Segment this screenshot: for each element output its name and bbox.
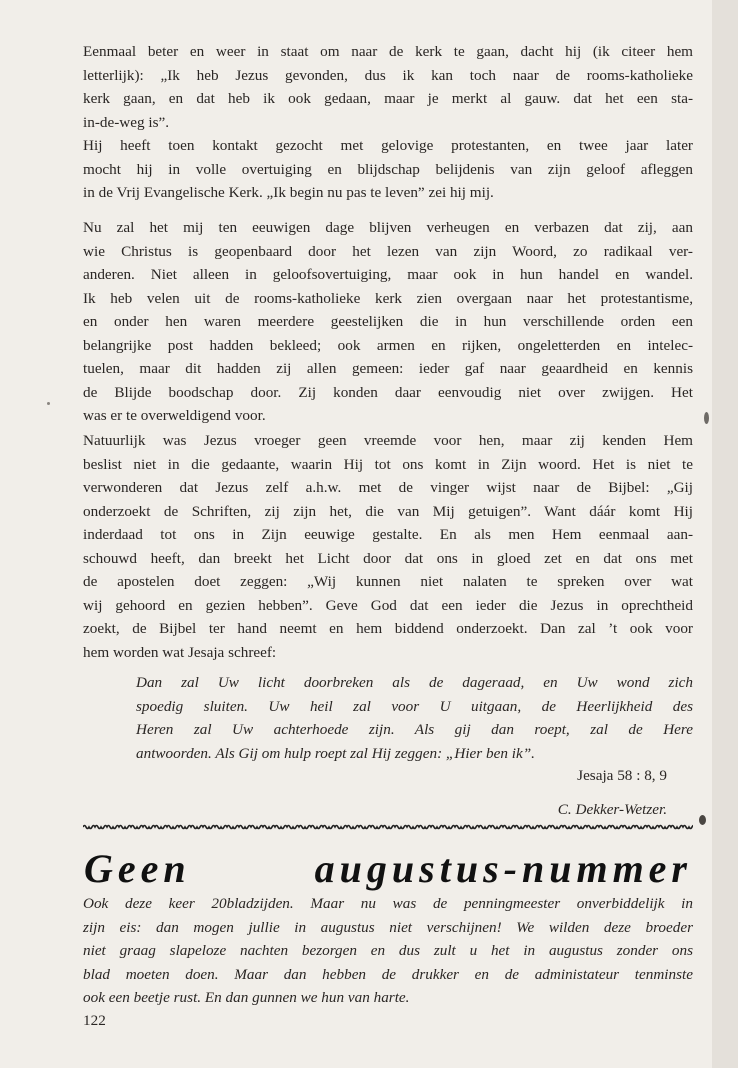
text-line: anderen. Niet alleen in geloofsovertuiging, maar ook in hun handel en wandel.: [83, 266, 693, 283]
text-line: letterlijk): „Ik heb Jezus gevonden, dus ik kan toch naar de rooms-katholieke: [83, 66, 693, 84]
text-line: belangrijke post hadden bekleed; ook armen en rijken, ongeletterden en intelec-: [83, 336, 693, 354]
wavy-divider: [83, 822, 693, 832]
text-line: tuelen, maar dit hadden zij allen gemeen: ieder gaf naar geaardheid en kennis: [83, 360, 693, 377]
text-line: in de Vrij Evangelische Kerk. „Ik begin nu pas te leven” zei hij mij.: [83, 184, 494, 201]
text-line: Nu zal het mij ten eeuwigen dage blijven verheugen en verbazen dat zij, aan: [83, 219, 693, 236]
quote-reference: Jesaja 58 : 8, 9: [577, 767, 667, 784]
text-line: hem worden wat Jesaja schreef:: [83, 643, 277, 661]
text-line: beslist niet in die gedaante, waarin Hij tot ons komt in Zijn woord. Het is niet te: [83, 455, 693, 473]
author-signature: C. Dekker-Wetzer.: [557, 801, 667, 818]
page-number: 122: [83, 1012, 106, 1029]
punch-hole-mark: [699, 815, 706, 825]
text-line: was er te overweldigend voor.: [83, 407, 266, 424]
text-line: Hij heeft toen kontakt gezocht met gelovige protestanten, en twee jaar later: [83, 137, 693, 154]
scan-speck: [47, 402, 50, 405]
quote-line: Heren zal Uw achterhoede zijn. Als gij dan roept, zal de Here: [136, 721, 693, 738]
text-line: inderdaad tot ons in Zijn eeuwige gestalte. En als men Hem eenmaal aan-: [83, 526, 693, 543]
text-line: in-de-weg is”.: [83, 113, 170, 131]
punch-hole-mark: [704, 412, 709, 424]
text-line: de Blijde boodschap door. Zij konden daar eenvoudig niet over zwijgen. Het: [83, 383, 693, 401]
text-line: Ik heb velen uit de rooms-katholieke kerk zien overgaan naar het protestantisme,: [83, 289, 693, 307]
notice-title: Geen augustus-nummer: [84, 846, 692, 891]
text-line: en onder hen waren meerdere geestelijken die in hun verschillende orden een: [83, 313, 693, 330]
text-line: mocht hij in volle overtuiging en blijdschap belijdenis van zijn geloof afleggen: [83, 160, 693, 178]
text-line: wie Christus is geopenbaard door het lezen van zijn Woord, zo radikaal ver-: [83, 242, 693, 260]
page-edge: [712, 0, 738, 1068]
text-line: schouwd heeft, dan breekt het Licht door dat ons in gloed zet en dat ons met: [83, 549, 693, 567]
notice-line: blad moeten doen. Maar dan hebben de drukker en de administateur tenminste: [83, 965, 693, 983]
notice-line: Ook deze keer 20bladzijden. Maar nu was de penningmeester onverbiddelijk in: [83, 895, 693, 912]
text-line: de apostelen doet zeggen: „Wij kunnen niet nalaten te spreken over wat: [83, 573, 693, 590]
notice-line: niet graag slapeloze nachten bezorgen en dus zult u het in augustus zonder ons: [83, 942, 693, 959]
quote-line: antwoorden. Als Gij om hulp roept zal Hij zeggen: „Hier ben ik”.: [136, 744, 535, 762]
text-line: verwonderen dat Jezus zelf a.h.w. met de vinger wijst naar de Bijbel: „Gij: [83, 479, 693, 496]
text-line: Natuurlijk was Jezus vroeger geen vreemde voor hen, maar zij kenden Hem: [83, 432, 693, 449]
text-line: zoekt, de Bijbel ter hand neemt en hem biddend onderzoekt. Dan zal ’t ook voor: [83, 620, 693, 637]
text-line: Eenmaal beter en weer in staat om naar de kerk te gaan, dacht hij (ik citeer hem: [83, 43, 693, 60]
text-line: kerk gaan, en dat heb ik ook gedaan, maar je merkt al gauw. dat het een sta-: [83, 90, 693, 107]
notice-line: ook een beetje rust. En dan gunnen we hun van harte.: [83, 989, 410, 1006]
quote-line: spoedig sluiten. Uw heil zal voor U uitgaan, de Heerlijkheid des: [136, 697, 693, 715]
text-line: wij gehoord en gezien hebben”. Geve God dat een ieder die Jezus in oprechtheid: [83, 596, 693, 614]
text-line: onderzoekt de Schriften, zij zijn het, die van Mij getuigen”. Want dáár komt Hij: [83, 502, 693, 520]
notice-line: zijn eis: dan mogen jullie in augustus niet verschijnen! We wilden deze broeder: [83, 918, 693, 936]
quote-line: Dan zal Uw licht doorbreken als de dageraad, en Uw wond zich: [136, 674, 693, 691]
